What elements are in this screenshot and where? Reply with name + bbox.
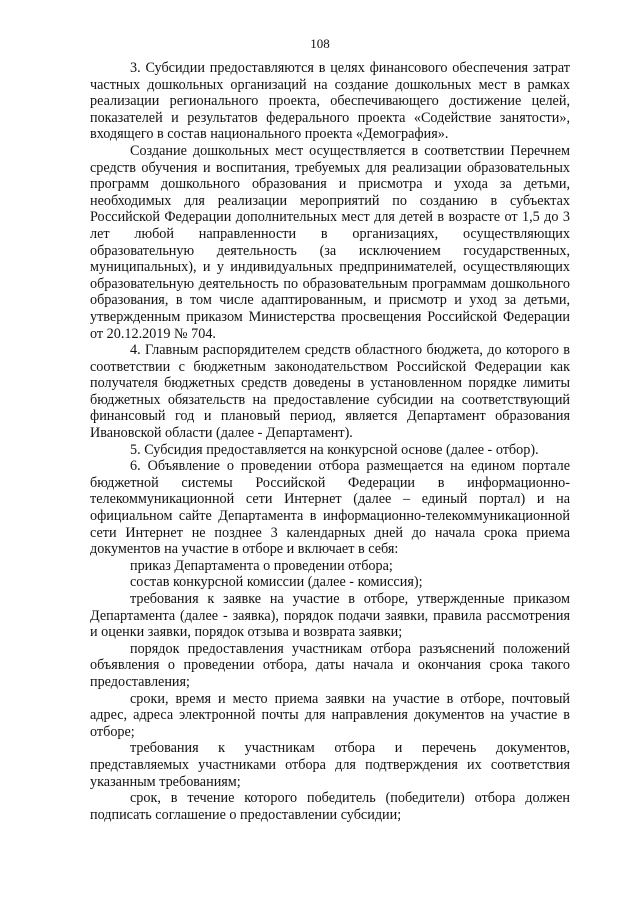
list-item-application-requirements: требования к заявке на участие в отборе, утвержденные приказом Департамента (далее - заявка), порядок подачи заявки, правила рассмотрения и оценки заявки, порядок отзыва и возврата заявки; xyxy=(90,591,570,641)
document-body xyxy=(90,60,570,823)
paragraph-4-main-administrator: 4. Главным распорядителем средств областного бюджета, до которого в соответствии с бюджетным законодательством Российской Федерации как получателя бюджетных средств доведены в установленном порядке лимиты бюджетных обязательств на предоставление субсидии на соответствующий финансовый год и плановый период, является Департамент образования Ивановской области (далее - Департамент). xyxy=(90,342,570,442)
list-item-order: приказ Департамента о проведении отбора; xyxy=(130,557,393,574)
list-item-participant-requirements: требования к участникам отбора и перечень документов, представляемых участниками отбора для подтверждения их соответствия указанным требованиям; xyxy=(90,740,570,790)
list-item-deadlines: сроки, время и место приема заявки на участие в отборе, почтовый адрес, адреса электронной почты для направления документов на участие в отборе; xyxy=(90,690,570,740)
paragraph-preschool-places: Создание дошкольных мест осуществляется в соответствии Перечнем средств обучения и воспитания, требуемых для реализации образовательных программ дошкольного образования и присмотра и ухода за детьми, необходимых для реализации мероприятий по созданию в субъектах Российской Федерации дополнительных мест для детей в возрасте от 1,5 до 3 лет любой направленности в организациях, осуществляющих образовательную деятельность (за исключением государственных, муниципальных), и у индивидуальных предпринимателей, осуществляющих образовательную деятельность по образовательным программам дошкольного образования, в том числе адаптированным, и присмотр и уход за детьми, утвержденным приказом Министерства просвещения Российской Федерации от 20.12.2019 № 704. xyxy=(90,142,570,342)
list-item-commission: состав конкурсной комиссии (далее - комиссия); xyxy=(130,574,423,591)
paragraph-6-announcement: 6. Объявление о проведении отбора размещается на едином портале бюджетной системы Российской Федерации в информационно-телекоммуникационной сети Интернет (далее – единый портал) и на официальном сайте Департамента в информационно-телекоммуникационной сети Интернет не позднее 3 календарных дней до начала срока приема документов на участие в отборе и включает в себя: xyxy=(90,458,570,558)
page-number: 108 xyxy=(310,36,330,51)
list-item-clarifications: порядок предоставления участникам отбора разъяснений положений объявления о проведении отбора, даты начала и окончания срока такого предоставления; xyxy=(90,640,570,690)
list-item-agreement-deadline: срок, в течение которого победитель (победители) отбора должен подписать соглашение о предоставлении субсидии; xyxy=(90,790,570,823)
paragraph-3-subsidy-purpose: 3. Субсидии предоставляются в целях финансового обеспечения затрат частных дошкольных организаций на создание дошкольных мест в рамках реализации регионального проекта, обеспечивающего достижение целей, показателей и результатов федерального проекта «Содействие занятости», входящего в состав национального проекта «Демография». xyxy=(90,60,570,143)
paragraph-5-competitive-basis: 5. Субсидия предоставляется на конкурсной основе (далее - отбор). xyxy=(130,441,539,458)
